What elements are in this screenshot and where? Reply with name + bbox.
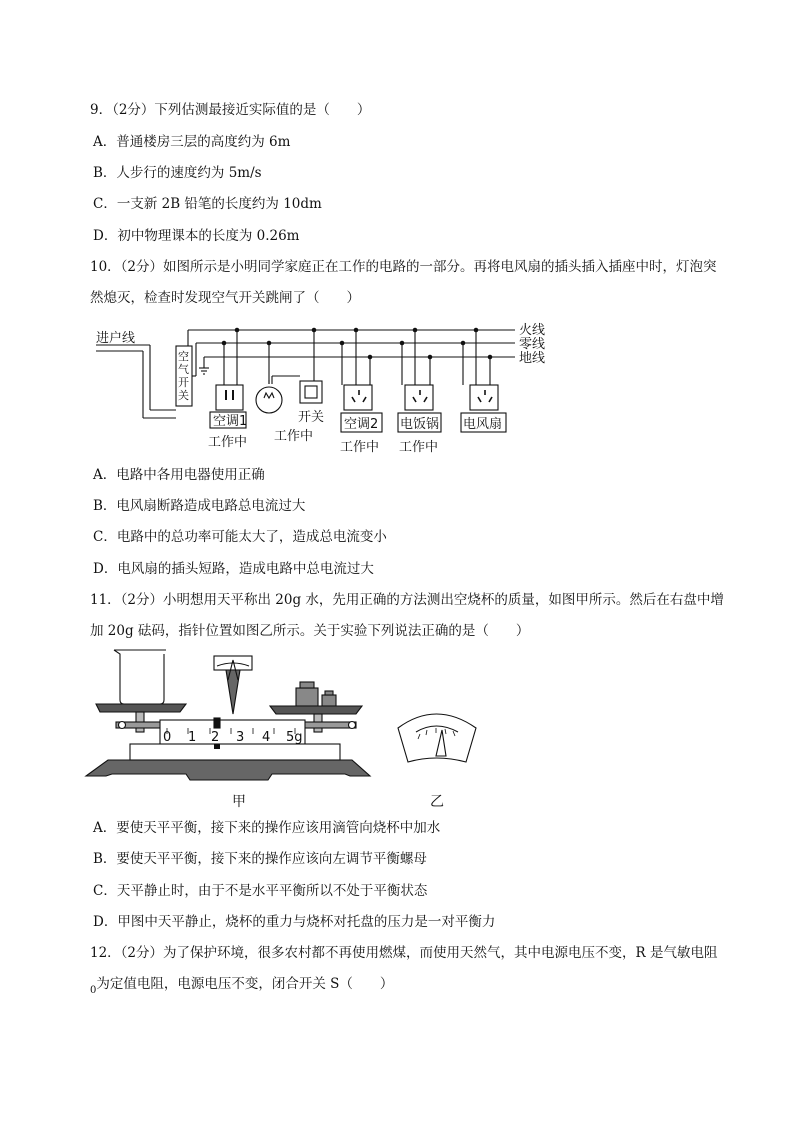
question-12-stem-line-1: 12．（2分）为了保护环境，很多农村都不再使用燃煤，而使用天然气，其中电源电压不变，R 是气敏电阻 — [90, 945, 718, 961]
question-11-stem-line-2: 加 20g 砝码，指针位置如图乙所示。关于实验下列说法正确的是（ ） — [90, 623, 530, 639]
question-9-stem: 9．（2分）下列估测最接近实际值的是（ ） — [90, 102, 371, 118]
question-12-stem-line-2-text: 为定值电阻，电源电压不变，闭合开关 S（ ） — [96, 976, 394, 992]
ac1-status: 工作中 — [208, 435, 248, 450]
question-11-option-c: C．天平静止时，由于不是水平平衡所以不处于平衡状态 — [93, 883, 428, 899]
scale-tick-0: 0 — [163, 730, 172, 745]
live-wire-label: 火线 — [519, 323, 546, 338]
question-9-option-d: D．初中物理课本的长度为 0.26m — [93, 228, 300, 244]
ac2-label: 空调2 — [344, 417, 379, 432]
scale-tick-1: 1 — [188, 730, 197, 745]
question-10-option-c: C．电路中的总功率可能太大了，造成总电流变小 — [93, 529, 387, 545]
question-11-option-d: D．甲图中天平静止，烧杯的重力与烧杯对托盘的压力是一对平衡力 — [93, 914, 496, 930]
question-10-option-b: B．电风扇断路造成电路总电流过大 — [93, 498, 306, 514]
breaker-label-char-1: 空 — [178, 350, 189, 363]
question-9-option-c: C．一支新 2B 铅笔的长度约为 10dm — [93, 196, 322, 212]
breaker-label-char-2: 气 — [178, 363, 189, 376]
ac2-status: 工作中 — [340, 440, 380, 455]
subscript-zero: 0 — [90, 985, 97, 996]
scale-tick-2: 2 — [211, 730, 220, 745]
question-12-stem-line-2 — [90, 975, 393, 1000]
question-10-stem-line-1: 10．（2分）如图所示是小明同学家庭正在工作的电路的一部分。再将电风扇的插头插入插座中时，灯泡突 — [90, 259, 717, 275]
question-9-option-b: B．人步行的速度约为 5m/s — [93, 165, 262, 181]
question-10-stem-line-2: 然熄灭，检查时发现空气开关跳闸了（ ） — [90, 290, 360, 306]
scale-tick-3: 3 — [236, 730, 245, 745]
cooker-label: 电饭锅 — [400, 417, 440, 432]
question-11-stem-line-1: 11．（2分）小明想用天平称出 20g 水，先用正确的方法测出空烧杯的质量，如图甲所示。然后在右盘中增 — [90, 592, 724, 608]
lamp-status: 工作中 — [274, 429, 314, 444]
wire-in-label: 进户线 — [96, 331, 136, 346]
fan-label: 电风扇 — [463, 417, 503, 432]
household-circuit-diagram — [0, 0, 794, 470]
question-11-option-a: A．要使天平平衡，接下来的操作应该用滴管向烧杯中加水 — [93, 820, 441, 836]
breaker-label-char-4: 关 — [178, 389, 189, 402]
figure-b-label: 乙 — [430, 794, 444, 810]
balance-diagram — [0, 640, 794, 815]
ac1-label: 空调1 — [213, 414, 248, 429]
figure-a-label: 甲 — [232, 794, 246, 810]
question-10-option-a: A．电路中各用电器使用正确 — [93, 467, 265, 483]
cooker-status: 工作中 — [399, 440, 439, 455]
switch-label: 开关 — [298, 410, 325, 425]
ground-wire-label: 地线 — [519, 351, 546, 366]
question-11-option-b: B．要使天平平衡，接下来的操作应该向左调节平衡螺母 — [93, 851, 427, 867]
question-10-option-d: D．电风扇的插头短路，造成电路中总电流过大 — [93, 561, 374, 577]
scale-tick-5g: 5g — [286, 730, 303, 745]
breaker-label-char-3: 开 — [178, 376, 189, 389]
scale-tick-4: 4 — [262, 730, 271, 745]
neutral-wire-label: 零线 — [519, 337, 546, 352]
question-9-option-a: A．普通楼房三层的高度约为 6m — [93, 134, 291, 150]
